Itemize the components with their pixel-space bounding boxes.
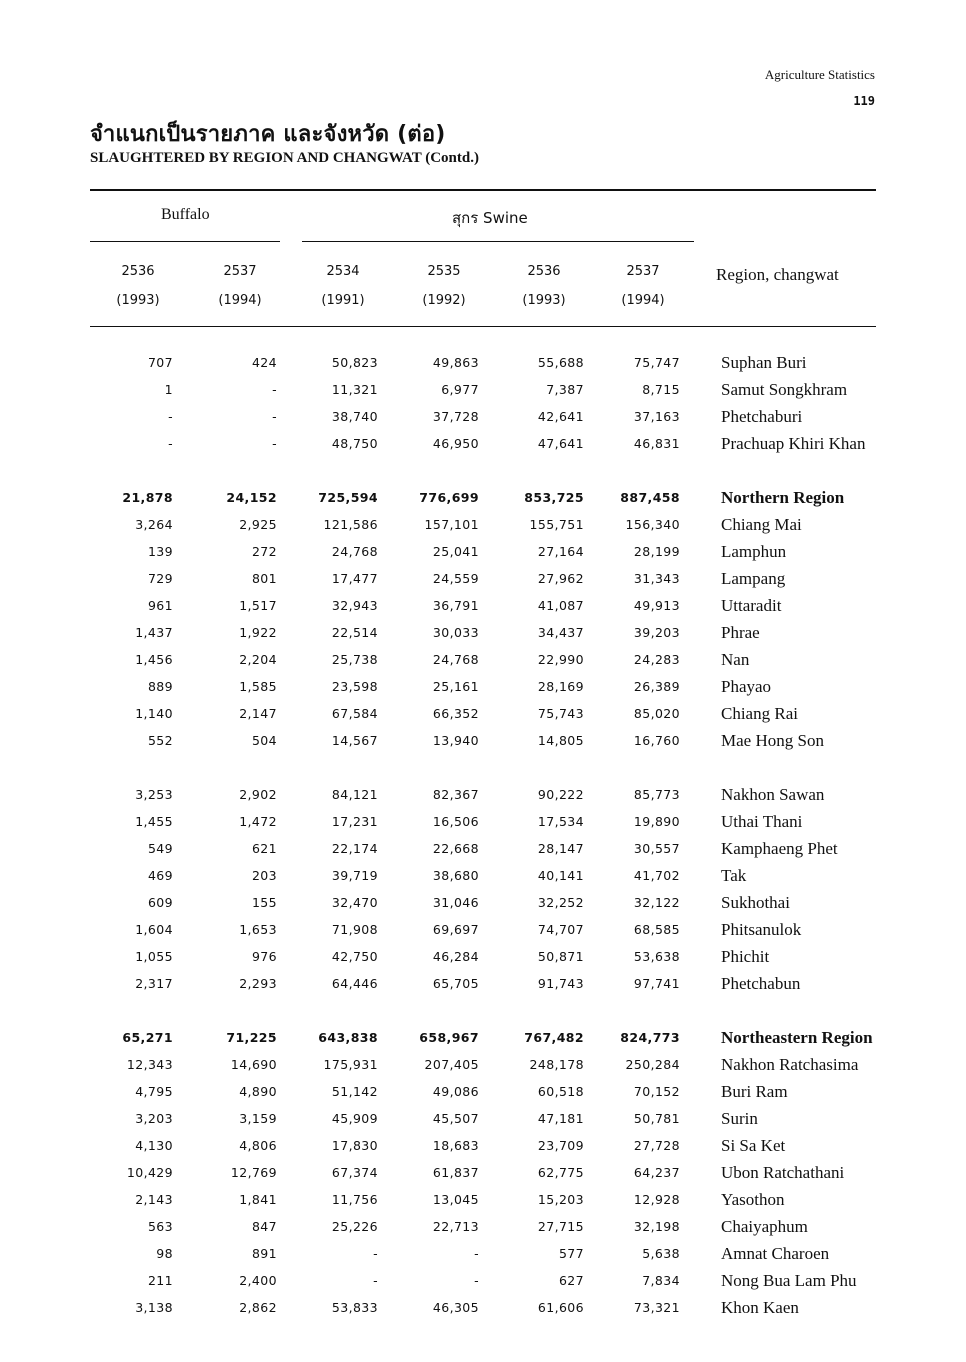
table-cell: 1,437: [135, 625, 173, 640]
table-cell: 97,741: [633, 976, 680, 991]
table-cell: 42,750: [331, 949, 378, 964]
table-cell: 64,237: [633, 1165, 680, 1180]
table-cell: 46,284: [432, 949, 479, 964]
table-cell: -: [272, 382, 277, 397]
table-cell: -: [272, 436, 277, 451]
table-cell: 49,863: [432, 355, 479, 370]
table-cell: 49,086: [432, 1084, 479, 1099]
table-cell: 2,862: [239, 1300, 277, 1315]
table-cell: 37,728: [432, 409, 479, 424]
table-cell: 2,925: [239, 517, 277, 532]
table-cell: 67,584: [331, 706, 378, 721]
table-cell: 24,559: [432, 571, 479, 586]
table-cell: 34,437: [537, 625, 584, 640]
table-cell: 70,152: [633, 1084, 680, 1099]
table-cell: 1,472: [239, 814, 277, 829]
row-label: Phetchabun: [721, 974, 801, 993]
table-cell: 30,033: [432, 625, 479, 640]
table-cell: 27,715: [537, 1219, 584, 1234]
table-cell: 14,690: [230, 1057, 277, 1072]
column-year-be: 2536: [527, 264, 561, 279]
table-cell: 46,950: [432, 436, 479, 451]
table-cell: 45,909: [331, 1111, 378, 1126]
table-cell: 424: [251, 355, 277, 370]
table-cell: 55,688: [537, 355, 584, 370]
table-cell: 22,174: [331, 841, 378, 856]
table-cell: 1,140: [135, 706, 173, 721]
table-cell: 22,668: [432, 841, 479, 856]
table-cell: 4,806: [239, 1138, 277, 1153]
row-label: Phrae: [721, 623, 760, 642]
table-cell: 90,222: [537, 787, 584, 802]
table-cell: 889: [147, 679, 173, 694]
table-row: [0, 403, 966, 430]
table-cell: 41,702: [633, 868, 680, 883]
table-row: [0, 943, 966, 970]
row-label: Chiang Rai: [721, 704, 798, 723]
row-label: Samut Songkhram: [721, 380, 848, 399]
table-cell: 824,773: [620, 1030, 680, 1045]
table-cell: 469: [147, 868, 173, 883]
table-cell: 157,101: [424, 517, 479, 532]
table-cell: 27,164: [537, 544, 584, 559]
table-cell: 75,743: [537, 706, 584, 721]
column-year-be: 2537: [626, 264, 660, 279]
table-cell: 32,943: [331, 598, 378, 613]
table-cell: 24,768: [432, 652, 479, 667]
table-cell: 51,142: [331, 1084, 378, 1099]
column-year-ce: (1993): [116, 293, 160, 308]
table-row: [0, 1294, 966, 1321]
table-cell: 42,641: [537, 409, 584, 424]
table-cell: 6,977: [441, 382, 479, 397]
table-cell: -: [168, 409, 173, 424]
table-cell: 18,683: [432, 1138, 479, 1153]
table-cell: -: [373, 1246, 378, 1261]
table-cell: 22,713: [432, 1219, 479, 1234]
table-cell: 40,141: [537, 868, 584, 883]
row-label: Nakhon Sawan: [721, 785, 825, 804]
top-rule: [90, 189, 876, 191]
table-cell: 65,271: [122, 1030, 173, 1045]
table-cell: 71,225: [226, 1030, 277, 1045]
table-cell: 85,773: [633, 787, 680, 802]
table-cell: 139: [147, 544, 173, 559]
row-label: Kamphaeng Phet: [721, 839, 838, 858]
table-cell: 31,046: [432, 895, 479, 910]
table-cell: 11,321: [331, 382, 378, 397]
region-total-row: [0, 484, 966, 511]
table-cell: 1,841: [239, 1192, 277, 1207]
row-label: Nakhon Ratchasima: [721, 1055, 859, 1074]
table-cell: 75,747: [633, 355, 680, 370]
row-label: Lampang: [721, 569, 786, 588]
row-label: Nong Bua Lam Phu: [721, 1271, 857, 1290]
table-cell: 853,725: [524, 490, 584, 505]
table-cell: 82,367: [432, 787, 479, 802]
table-cell: 16,506: [432, 814, 479, 829]
table-row: [0, 376, 966, 403]
table-cell: -: [474, 1246, 479, 1261]
table-cell: 47,641: [537, 436, 584, 451]
table-cell: 32,122: [633, 895, 680, 910]
table-cell: 729: [147, 571, 173, 586]
table-cell: 61,606: [537, 1300, 584, 1315]
table-cell: 2,902: [239, 787, 277, 802]
table-cell: 49,913: [633, 598, 680, 613]
row-label: Khon Kaen: [721, 1298, 799, 1317]
table-row: [0, 646, 966, 673]
table-cell: 1,455: [135, 814, 173, 829]
region-column-header: Region, changwat: [716, 265, 839, 284]
table-cell: 74,707: [537, 922, 584, 937]
table-cell: 37,163: [633, 409, 680, 424]
table-cell: 2,147: [239, 706, 277, 721]
table-cell: 887,458: [620, 490, 680, 505]
row-label: Buri Ram: [721, 1082, 788, 1101]
table-cell: 68,585: [633, 922, 680, 937]
table-cell: 64,446: [331, 976, 378, 991]
table-cell: 961: [147, 598, 173, 613]
table-cell: 41,087: [537, 598, 584, 613]
table-cell: 66,352: [432, 706, 479, 721]
table-row: [0, 511, 966, 538]
table-cell: 1: [164, 382, 173, 397]
buffalo-underline: [90, 241, 280, 242]
table-cell: 3,159: [239, 1111, 277, 1126]
table-cell: 98: [156, 1246, 173, 1261]
table-cell: 28,147: [537, 841, 584, 856]
table-cell: 549: [147, 841, 173, 856]
table-cell: -: [168, 436, 173, 451]
table-cell: -: [474, 1273, 479, 1288]
table-cell: 976: [251, 949, 277, 964]
table-cell: 7,834: [642, 1273, 680, 1288]
row-label: Chiang Mai: [721, 515, 802, 534]
table-cell: 3,253: [135, 787, 173, 802]
table-cell: 46,305: [432, 1300, 479, 1315]
table-row: [0, 916, 966, 943]
table-cell: 155,751: [529, 517, 584, 532]
table-cell: 1,456: [135, 652, 173, 667]
table-cell: 1,653: [239, 922, 277, 937]
row-label: Suphan Buri: [721, 353, 807, 372]
table-cell: 1,585: [239, 679, 277, 694]
table-cell: 14,805: [537, 733, 584, 748]
table-row: [0, 727, 966, 754]
table-cell: 25,041: [432, 544, 479, 559]
table-cell: 48,750: [331, 436, 378, 451]
table-row: [0, 430, 966, 457]
table-cell: 28,169: [537, 679, 584, 694]
table-cell: 91,743: [537, 976, 584, 991]
table-cell: 847: [251, 1219, 277, 1234]
table-cell: 31,343: [633, 571, 680, 586]
table-cell: 767,482: [524, 1030, 584, 1045]
table-row: [0, 1105, 966, 1132]
row-label: Amnat Charoen: [721, 1244, 830, 1263]
table-cell: 3,264: [135, 517, 173, 532]
table-cell: 156,340: [625, 517, 680, 532]
table-row: [0, 889, 966, 916]
running-title: Agriculture Statistics: [764, 67, 875, 82]
table-cell: 71,908: [331, 922, 378, 937]
row-label: Mae Hong Son: [721, 731, 824, 750]
title-thai: จำแนกเป็นรายภาค และจังหวัด (ต่อ): [90, 122, 446, 147]
table-cell: 85,020: [633, 706, 680, 721]
column-year-be: 2536: [121, 264, 155, 279]
row-label: Chaiyaphum: [721, 1217, 808, 1236]
table-cell: 504: [251, 733, 277, 748]
table-cell: 563: [147, 1219, 173, 1234]
table-cell: 17,231: [331, 814, 378, 829]
row-label: Uttaradit: [721, 596, 782, 615]
row-label: Phitsanulok: [721, 920, 802, 939]
table-cell: 28,199: [633, 544, 680, 559]
table-row: [0, 862, 966, 889]
table-cell: 22,990: [537, 652, 584, 667]
table-cell: 707: [147, 355, 173, 370]
title-english: SLAUGHTERED BY REGION AND CHANGWAT (Contd.): [90, 150, 479, 166]
table-cell: 39,719: [331, 868, 378, 883]
table-cell: 13,940: [432, 733, 479, 748]
table-cell: 3,203: [135, 1111, 173, 1126]
table-cell: 25,161: [432, 679, 479, 694]
table-cell: 2,143: [135, 1192, 173, 1207]
table-cell: 175,931: [323, 1057, 378, 1072]
table-cell: 46,831: [633, 436, 680, 451]
table-row: [0, 1240, 966, 1267]
table-cell: 60,518: [537, 1084, 584, 1099]
table-row: [0, 700, 966, 727]
table-cell: 577: [558, 1246, 584, 1261]
table-row: [0, 538, 966, 565]
table-cell: 47,181: [537, 1111, 584, 1126]
row-label: Prachuap Khiri Khan: [721, 434, 866, 453]
table-cell: 36,791: [432, 598, 479, 613]
table-cell: 24,768: [331, 544, 378, 559]
table-cell: 27,728: [633, 1138, 680, 1153]
table-cell: 39,203: [633, 625, 680, 640]
table-cell: 50,781: [633, 1111, 680, 1126]
table-cell: 62,775: [537, 1165, 584, 1180]
table-row: [0, 592, 966, 619]
table-cell: 27,962: [537, 571, 584, 586]
table-cell: 17,477: [331, 571, 378, 586]
table-row: [0, 781, 966, 808]
table-cell: 121,586: [323, 517, 378, 532]
swine-group-label: สุกร Swine: [452, 209, 528, 227]
row-label: Phichit: [721, 947, 770, 966]
table-row: [0, 835, 966, 862]
column-year-be: 2534: [326, 264, 360, 279]
table-cell: 32,198: [633, 1219, 680, 1234]
column-year-ce: (1991): [321, 293, 365, 308]
table-cell: 3,138: [135, 1300, 173, 1315]
table-cell: 45,507: [432, 1111, 479, 1126]
buffalo-group-label: Buffalo: [161, 206, 210, 223]
table-row: [0, 808, 966, 835]
table-cell: -: [272, 409, 277, 424]
table-cell: 250,284: [625, 1057, 680, 1072]
table-cell: 32,252: [537, 895, 584, 910]
row-label: Surin: [721, 1109, 758, 1128]
table-cell: 658,967: [419, 1030, 479, 1045]
table-cell: 2,400: [239, 1273, 277, 1288]
table-cell: 23,709: [537, 1138, 584, 1153]
table-cell: 19,890: [633, 814, 680, 829]
table-cell: 38,740: [331, 409, 378, 424]
column-year-be: 2535: [427, 264, 461, 279]
table-row: [0, 1186, 966, 1213]
table-row: [0, 1132, 966, 1159]
table-cell: 1,517: [239, 598, 277, 613]
table-row: [0, 673, 966, 700]
table-cell: 25,226: [331, 1219, 378, 1234]
table-cell: 65,705: [432, 976, 479, 991]
table-row: [0, 1159, 966, 1186]
table-cell: 725,594: [318, 490, 378, 505]
table-cell: 643,838: [318, 1030, 378, 1045]
table-cell: 26,389: [633, 679, 680, 694]
table-cell: 4,795: [135, 1084, 173, 1099]
table-row: [0, 1267, 966, 1294]
table-cell: 776,699: [419, 490, 479, 505]
row-label: Si Sa Ket: [721, 1136, 786, 1155]
table-cell: 84,121: [331, 787, 378, 802]
table-cell: 30,557: [633, 841, 680, 856]
table-cell: 38,680: [432, 868, 479, 883]
table-row: [0, 349, 966, 376]
table-cell: 24,283: [633, 652, 680, 667]
row-label: Sukhothai: [721, 893, 790, 912]
column-year-be: 2537: [223, 264, 257, 279]
table-cell: 2,293: [239, 976, 277, 991]
row-label: Nan: [721, 650, 750, 669]
table-cell: 22,514: [331, 625, 378, 640]
table-row: [0, 565, 966, 592]
table-cell: 621: [251, 841, 277, 856]
table-cell: 16,760: [633, 733, 680, 748]
table-cell: 12,769: [230, 1165, 277, 1180]
table-cell: 21,878: [122, 490, 173, 505]
table-cell: 50,823: [331, 355, 378, 370]
table-cell: 155: [251, 895, 277, 910]
table-cell: 12,928: [633, 1192, 680, 1207]
table-row: [0, 970, 966, 997]
header-bottom-rule: [90, 326, 876, 327]
table-cell: 32,470: [331, 895, 378, 910]
row-label: Uthai Thani: [721, 812, 803, 831]
table-cell: 801: [251, 571, 277, 586]
region-total-row: [0, 1024, 966, 1051]
table-cell: 1,604: [135, 922, 173, 937]
table-cell: 10,429: [126, 1165, 173, 1180]
table-cell: 891: [251, 1246, 277, 1261]
table-cell: 73,321: [633, 1300, 680, 1315]
row-label: Northern Region: [721, 488, 845, 507]
table-cell: 211: [147, 1273, 173, 1288]
row-label: Phayao: [721, 677, 772, 696]
swine-underline: [302, 241, 694, 242]
table-cell: 14,567: [331, 733, 378, 748]
table-cell: 69,697: [432, 922, 479, 937]
row-label: Tak: [721, 866, 747, 885]
table-cell: 53,833: [331, 1300, 378, 1315]
table-cell: 8,715: [642, 382, 680, 397]
table-cell: 5,638: [642, 1246, 680, 1261]
table-row: [0, 1051, 966, 1078]
table-cell: 13,045: [432, 1192, 479, 1207]
table-cell: 552: [147, 733, 173, 748]
table-cell: 207,405: [424, 1057, 479, 1072]
table-cell: 15,203: [537, 1192, 584, 1207]
table-row: [0, 1213, 966, 1240]
table-cell: 2,317: [135, 976, 173, 991]
column-year-ce: (1994): [218, 293, 262, 308]
table-cell: 25,738: [331, 652, 378, 667]
column-year-ce: (1994): [621, 293, 665, 308]
table-row: [0, 619, 966, 646]
table-cell: 23,598: [331, 679, 378, 694]
table-cell: 248,178: [529, 1057, 584, 1072]
table-cell: 11,756: [331, 1192, 378, 1207]
table-cell: 1,922: [239, 625, 277, 640]
row-label: Northeastern Region: [721, 1028, 873, 1047]
table-cell: 627: [558, 1273, 584, 1288]
table-cell: 12,343: [126, 1057, 173, 1072]
row-label: Lamphun: [721, 542, 787, 561]
table-cell: 17,534: [537, 814, 584, 829]
table-cell: 203: [251, 868, 277, 883]
table-cell: 7,387: [546, 382, 584, 397]
row-label: Yasothon: [721, 1190, 785, 1209]
table-cell: 4,890: [239, 1084, 277, 1099]
table-cell: 61,837: [432, 1165, 479, 1180]
row-label: Phetchaburi: [721, 407, 803, 426]
table-cell: 67,374: [331, 1165, 378, 1180]
table-cell: 609: [147, 895, 173, 910]
table-cell: 24,152: [226, 490, 277, 505]
table-cell: 1,055: [135, 949, 173, 964]
table-cell: 272: [251, 544, 277, 559]
row-label: Ubon Ratchathani: [721, 1163, 845, 1182]
page-number: 119: [853, 94, 875, 108]
column-year-ce: (1992): [422, 293, 466, 308]
table-cell: 4,130: [135, 1138, 173, 1153]
table-cell: -: [373, 1273, 378, 1288]
table-cell: 2,204: [239, 652, 277, 667]
table-cell: 50,871: [537, 949, 584, 964]
column-year-ce: (1993): [522, 293, 566, 308]
table-cell: 17,830: [331, 1138, 378, 1153]
table-row: [0, 1078, 966, 1105]
table-cell: 53,638: [633, 949, 680, 964]
